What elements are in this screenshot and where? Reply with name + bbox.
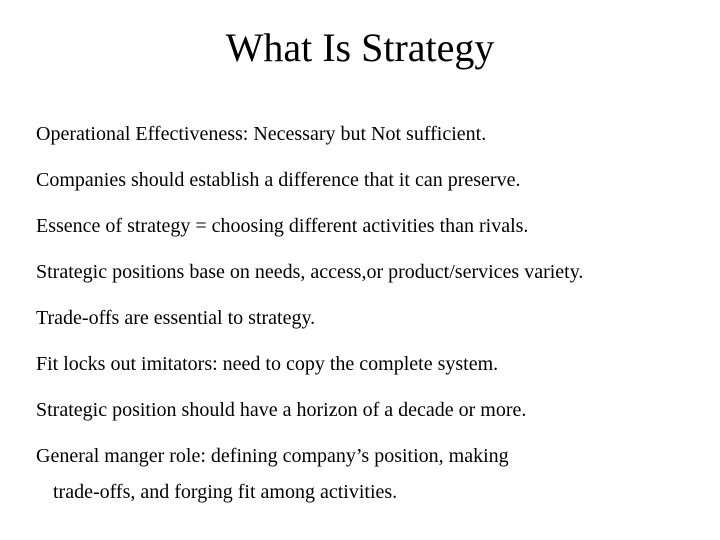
bullet-item: Operational Effectiveness: Necessary but Not sufficient. [36,123,487,145]
slide-title: What Is Strategy [225,25,495,70]
bullet-item: Strategic position should have a horizon of a decade or more. [36,399,527,421]
bullet-item: Essence of strategy = choosing different activities than rivals. [36,215,529,237]
bullet-item: Companies should establish a difference that it can preserve. [36,169,521,191]
bullet-item: Fit locks out imitators: need to copy the complete system. [36,353,499,375]
bullet-continuation: trade-offs, and forging fit among activities. [53,481,398,503]
bullet-item-multiline [36,438,706,510]
bullet-line: General manger role: defining company’s position, making [36,445,509,467]
bullet-list [36,116,706,520]
bullet-item: Strategic positions base on needs, access,or product/services variety. [36,261,584,283]
bullet-item: Trade-offs are essential to strategy. [36,307,316,329]
